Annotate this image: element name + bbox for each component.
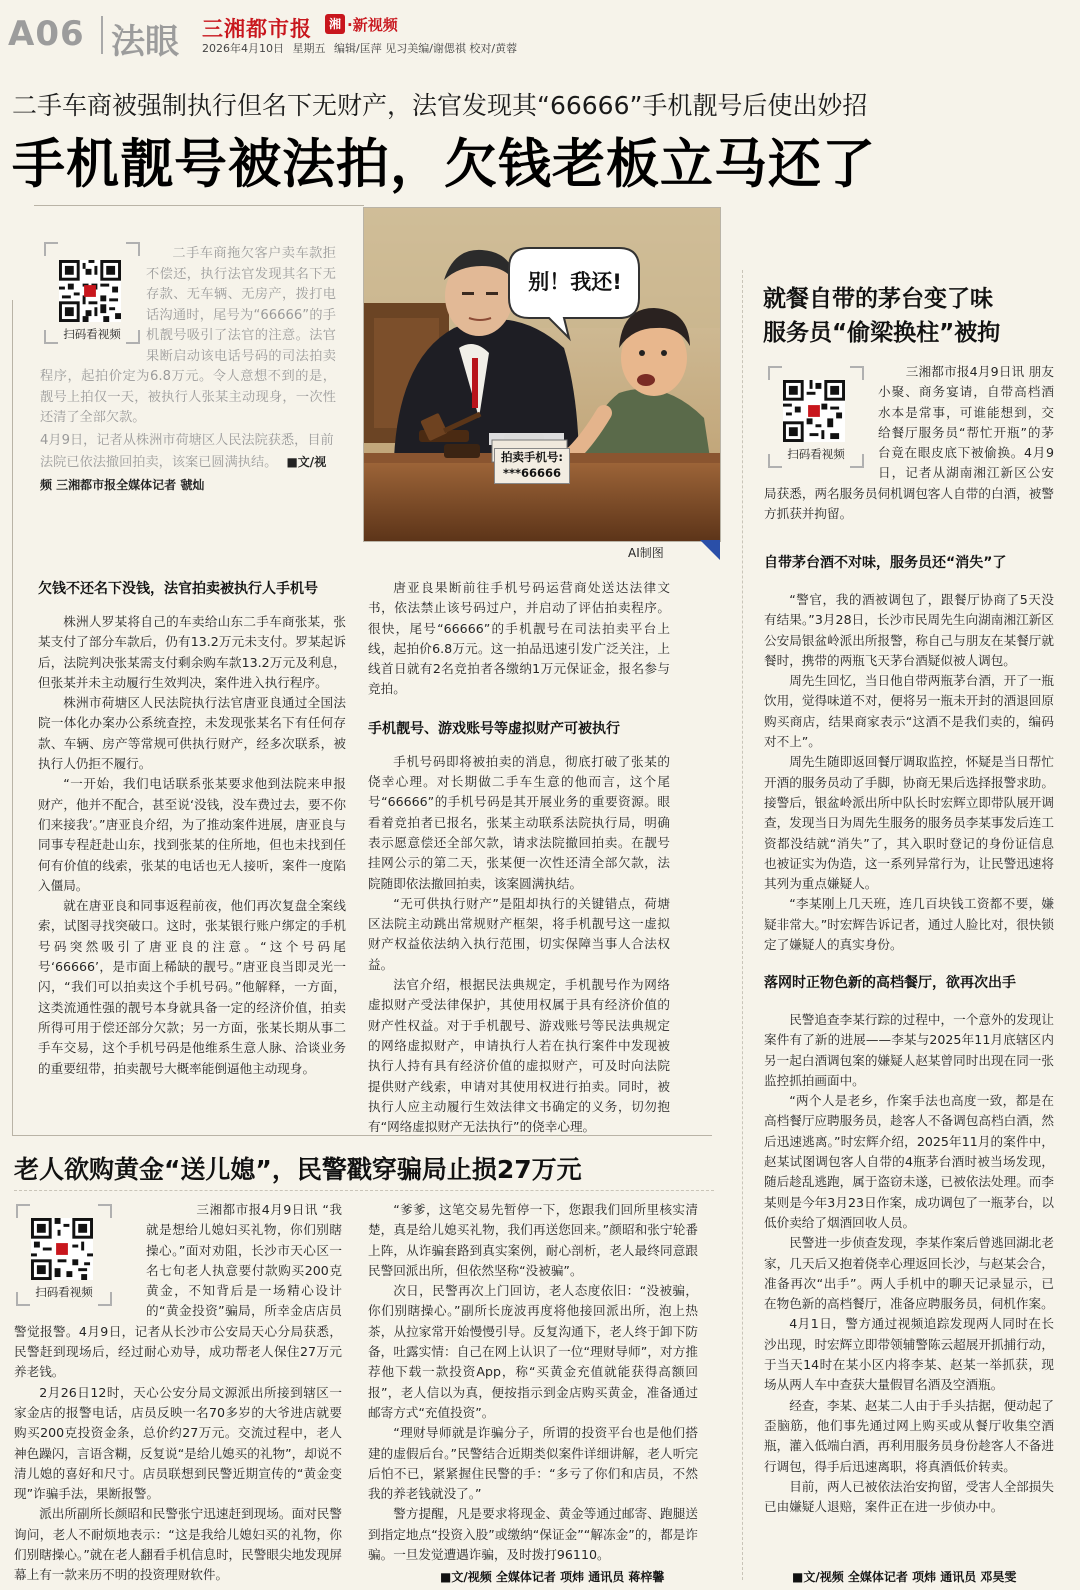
right-sec2-p3: 民警进一步侦查发现，李某作案后曾逃回湖北老家，几天后又抱着侥幸心理返回长沙，与赵某会合，准备再次“出手”。两人手机中的聊天记录显示，已在物色新的高档餐厅，准备应聘服务员，伺机作案。 (764, 1235, 1054, 1312)
issue-date: 2026年4月10日 (202, 42, 284, 55)
right-intro (764, 362, 1054, 524)
nameplate (494, 448, 570, 484)
bottom-col1-p2: 2月26日12时，天心公安分局文源派出所接到辖区一家金店的报警电话，店员反映一名70多岁的大爷进店就要购买200克投资金条，总价约27万元。交流过程中，老人神色躁闪，言语含糊，反复说“是给儿媳买的礼物”，却说不清儿媳的喜好和尺寸。店员联想到民警近期宣传的“黄金变现”诈骗手法，果断报警。 (14, 1384, 342, 1502)
right-sec2-p5: 经查，李某、赵某二人由于手头拮据，便动起了歪脑筋，他们事先通过网上购买或从餐厅收集空酒瓶，灌入低端白酒，再利用服务员身份趁客人不备进行调包，得手后迅速离职，将真酒低价转卖。 (764, 1397, 1054, 1474)
right-sec1-heading: 自带茅台酒不对味，服务员还“消失”了 (764, 555, 1007, 571)
qr-caption: 扫码看视频 (787, 447, 845, 461)
bottom-col1-p3: 派出所副所长颜昭和民警张宁迅速赶到现场。面对民警询问，老人不耐烦地表示：“这是我给儿媳妇买的礼物，你们别瞎操心。”就在老人翻看手机信息时，民警眼尖地发现屏幕上有一款来历不明的投资理财软件。 (14, 1506, 342, 1583)
lead-col2-p2: 手机号码即将被拍卖的消息，彻底打破了张某的侥幸心理。对长期做二手车生意的他而言，这个尾号“66666”的手机号码是其开展业务的重要资源。眼看着竞拍者已报名，张某主动联系法院执行局，明确表示愿意偿还全部欠款，请求法院撤回拍卖。在靓号挂网公示的第二天，张某便一次性还清全部欠款，法院随即依法撤回拍卖，该案圆满执结。 (368, 753, 670, 891)
issue-weekday: 星期五 (292, 42, 326, 55)
right-sec1-p3: 周先生随即返回餐厅调取监控，怀疑是当日帮忙开酒的服务员动了手脚，协商无果后选择报警求助。接警后，银盆岭派出所中队长时宏辉立即带队展开调查，发现当日为周先生服务的服务员李某事发后连工资都没结就“消失”了，其入职时登记的身份证信息也被证实为伪造，这一系列异常行为，让民警迅速将其列为重点嫌疑人。 (764, 754, 1054, 892)
lead-col1-p4: 就在唐亚良和同事返程前夜，他们再次复盘全案线索，试图寻找突破口。这时，张某银行账户绑定的手机号码突然吸引了唐亚良的注意。“这个号码尾号‘66666’，是市面上稀缺的靓号。”唐亚良当即灵光一闪，“我们可以拍卖这个手机号码。”他解释，一方面，这类流通性强的靓号本身就具备一定的经济价值，拍卖所得可用于偿还部分欠款；另一方面，张某长期从事二手车交易，这个手机号码是他维系生意人脉、洽谈业务的重要纽带，拍卖靓号大概率能倒逼他主动现身。 (38, 898, 346, 1076)
lead-illustration (363, 207, 721, 542)
issue-info (202, 40, 517, 56)
qr-caption: 扫码看视频 (63, 327, 121, 341)
qr-caption: 扫码看视频 (35, 1285, 93, 1299)
lead-headline: 手机靓号被法拍，欠钱老板立马还了 (12, 134, 876, 195)
nameplate-line1: 拍卖手机号: (500, 450, 564, 464)
courtroom-illustration (364, 208, 721, 542)
partner-name: ·新视频 (347, 16, 398, 34)
right-sec2-p1: 民警追查李某行踪的过程中，一个意外的发现让案件有了新的进展——李某与2025年11月底辖区内另一起白酒调包案的嫌疑人赵某曾同时出现在同一张监控抓拍画面中。 (764, 1012, 1054, 1088)
speech-bubble-text: 别！我还! (528, 270, 622, 294)
bottom-col2-p3: “理财导师就是诈骗分子，所谓的投资平台也是他们搭建的虚假后台。”民警结合近期类似案件详细讲解，老人听完后怕不已，紧紧握住民警的手：“多亏了你们和店员，不然我的养老钱就没了。” (368, 1425, 698, 1502)
lead-intro-p2: 4月9日，记者从株洲市荷塘区人民法院获悉，目前法院已依法撤回拍卖，该案已圆满执结。 (40, 432, 334, 470)
right-sec1-p1: “警官，我的酒被调包了，跟餐厅协商了5天没有结果。”3月28日，长沙市民周先生向湖南湘江新区公安局银盆岭派出所报警，称自己与朋友在某餐厅就餐时，携带的两瓶飞天茅台酒疑似被人调包。 (764, 592, 1054, 668)
paper-logo-badge: 湘 (325, 14, 345, 34)
lead-col2-p3: “无可供执行财产”是阻却执行的关键错点，荷塘区法院主动跳出常规财产框架，将手机靓号这一虚拟财产权益依法纳入执行范围，切实保障当事人合法权益。 (368, 895, 670, 972)
right-byline: ■文/视频 全媒体记者 项炜 通讯员 邓昊雯 (792, 1570, 1017, 1584)
bottom-col2 (368, 1200, 698, 1565)
right-sec2-p4: 4月1日，警方通过视频追踪发现两人同时在长沙出现，时宏辉立即带领辅警陈云超展开抓捕行动，于当天14时在某小区内将李某、赵某一举抓获，现场从两人车中查获大量假冒名酒及空酒瓶。 (764, 1316, 1054, 1393)
paper-name: 三湘都市报 (202, 17, 312, 41)
bottom-headline: 老人欲购黄金“送儿媳”，民警戳穿骗局止损27万元 (14, 1155, 582, 1184)
lead-frame-top (34, 205, 364, 206)
bottom-rule (14, 1190, 714, 1191)
lead-col2-p4: 法官介绍，根据民法典规定，手机靓号作为网络虚拟财产受法律保护，其使用权属于具有经济价值的财产性权益。对于手机靓号、游戏账号等民法典规定的网络虚拟财产，申请执行人若在执行案件中发现被执行人持有具有经济价值的虚拟财产，可及时向法院提供财产线索，申请对其使用权进行拍卖。同时，被执行人应主动履行生效法律文书确定的义务，切勿抱有“网络虚拟财产无法执行”的侥幸心理。 (368, 977, 670, 1135)
lead-col2-heading: 手机靓号、游戏账号等虚拟财产可被执行 (368, 720, 620, 737)
lead-col2-p1: 唐亚良果断前往手机号码运营商处送达法律文书，依法禁止该号码过户，并启动了评估拍卖程序。很快，尾号“66666”的手机靓号在司法拍卖平台上线，起拍价6.8万元。这一拍品迅速引发广泛关注，上线首日就有2名竞拍者各缴纳1万元保证金，报名参与竞拍。 (368, 580, 670, 697)
masthead-divider (101, 16, 103, 54)
right-headline-line1: 就餐自带的茅台变了味 (763, 286, 993, 312)
right-headline-line2: 服务员“偷梁换柱”被拘 (763, 320, 1001, 346)
right-sec2 (764, 972, 1054, 1517)
lead-intro-p1: 二手车商拖欠客户卖车款拒不偿还，执行法官发现其名下无存款、无车辆、无房产，拨打电话沟通时，尾号为“66666”的手机靓号吸引了法官的注意。法官果断启动该电话号码的司法拍卖程序，起拍价定为6.8万元。令人意想不到的是，靓号上拍仅一天，被执行人张某主动现身，一次性还清了全部欠款。 (40, 246, 336, 425)
lead-col1-heading: 欠钱不还名下没钱，法官拍卖被执行人手机号 (38, 581, 318, 597)
lead-frame-left (12, 300, 13, 1135)
lead-col1-p1: 株洲人罗某将自己的车卖给山东二手车商张某，张某支付了部分车款后，仍有13.2万元未支付。罗某起诉后，法院判决张某需支付剩余购车款13.2万元及利息，但张某并未主动履行生效判决，案件进入执行程序。 (38, 614, 346, 690)
right-sec2-heading: 落网时正物色新的高档餐厅，欲再次出手 (764, 975, 1016, 991)
right-sec2-p2: “两个人是老乡，作案手法也高度一致，都是在高档餐厅应聘服务员，趁客人不备调包高档白酒，然后迅速逃离。”时宏辉介绍，2025年11月的案件中，赵某试图调包客人自带的4瓶茅台酒时被当场发现，随后趁乱逃跑，属于盗窃未遂，已被依法处理。而李某则是今年3月23日作案，成功调包了一瓶茅台，以低价卖给了烟酒回收人员。 (764, 1093, 1054, 1230)
bottom-col1-p1: 三湘都市报4月9日讯 “我就是想给儿媳妇买礼物，你们别瞎操心。”面对劝阻，长沙市天心区一名七旬老人执意要付款购买200克黄金，不知背后是一场精心设计的“黄金投资”骗局，所幸金店店员警觉报警。4月9日，记者从长沙市公安局天心分局获悉，民警赶到现场后，经过耐心劝导，成功帮老人保住27万元养老钱。 (14, 1202, 342, 1380)
right-sec1 (764, 552, 1054, 955)
bottom-col2-p1: “爹爹，这笔交易先暂停一下，您跟我们回所里核实清楚，真是给儿媳买礼物，我们再送您回来。”颜昭和张宁轮番上阵，从诈骗套路到真实案例，耐心剖析，老人最终同意跟民警回派出所，但依然坚称“没被骗”。 (368, 1202, 698, 1278)
bottom-col1 (14, 1200, 342, 1586)
page-number: A06 (8, 14, 85, 54)
bottom-col2-p4: 警方提醒，凡是要求将现金、黄金等通过邮寄、跑腿送到指定地点“投资入股”或缴纳“保证金”“解冻金”的，都是诈骗。一旦发觉遭遇诈骗，及时拨打96110。 (368, 1506, 698, 1563)
right-story-rule (742, 270, 743, 1580)
lead-col2 (368, 578, 670, 1137)
editor-credits: 编辑/匡萍 见习美编/谢偲祺 校对/黄蓉 (334, 42, 518, 55)
lead-kicker: 二手车商被强制执行但名下无财产，法官发现其“66666”手机靓号后使出妙招 (12, 91, 868, 120)
bottom-col2-p2: 次日，民警再次上门回访，老人态度依旧：“没被骗，你们别瞎操心。”副所长庞波再度将他接回派出所，泡上热茶，从拉家常开始慢慢引导。反复沟通下，老人终于卸下防备，吐露实情：自己在网上认识了一位“理财导师”，对方推荐他下载一款投资App，称“买黄金充值就能获得高额回报”，老人信以为真，便按指示到金店购买黄金，准备通过邮寄方式“充值投资”。 (368, 1283, 698, 1420)
lead-col1-p2: 株洲市荷塘区人民法院执行法官唐亚良通过全国法院一体化办案办公系统查控，未发现张某名下有任何存款、车辆、房产等常规可供执行财产，经多次联系，被执行人仍拒不履行。 (38, 695, 346, 772)
nameplate-line2: ***66666 (502, 466, 562, 480)
corner-accent (700, 540, 720, 560)
lead-col1 (38, 578, 346, 1079)
illustration-caption: AI制图 (628, 546, 664, 560)
right-intro-text: 三湘都市报4月9日讯 朋友小聚、商务宴请，自带高档酒水本是常事，可谁能想到，交给餐厅服务员“帮忙开瓶”的茅台竟在眼皮底下被偷换。4月9日，记者从湖南湘江新区公安局获悉，两名服务员伺机调包客人自带的白酒，被警方抓获并拘留。 (764, 364, 1054, 522)
bottom-byline: ■文/视频 全媒体记者 项炜 通讯员 蒋梓馨 (440, 1570, 665, 1584)
right-sec2-p6: 目前，两人已被依法治安拘留，受害人全部损失已由嫌疑人退赔，案件正在进一步侦办中。 (764, 1478, 1054, 1515)
lead-col1-p3: “一开始，我们电话联系张某要求他到法院来申报财产，他并不配合，甚至说‘没钱，没车费过去，要不你们来接我’。”唐亚良介绍，为了推动案件进展，唐亚良与同事专程赶赴山东，找到张某的住所地，但也未找到任何有价值的线索，张某的电话也无人接听，案件一度陷入僵局。 (38, 776, 346, 893)
lead-byline: ■文/视频 三湘都市报全媒体记者 虢灿 (40, 455, 327, 492)
section-name: 法眼 (111, 22, 179, 62)
right-sec1-p2: 周先生回忆，当日他自带两瓶茅台酒，开了一瓶饮用，觉得味道不对，便将另一瓶未开封的酒退回原购买商店，结果商家表示“这酒不是我们卖的，编码对不上”。 (764, 673, 1054, 750)
lead-intro (40, 244, 336, 493)
right-sec1-p4: “李某刚上几天班，连几百块钱工资都不要，嫌疑非常大。”时宏辉告诉记者，通过人脸比对，很快锁定了嫌疑人的真实身份。 (764, 896, 1054, 953)
